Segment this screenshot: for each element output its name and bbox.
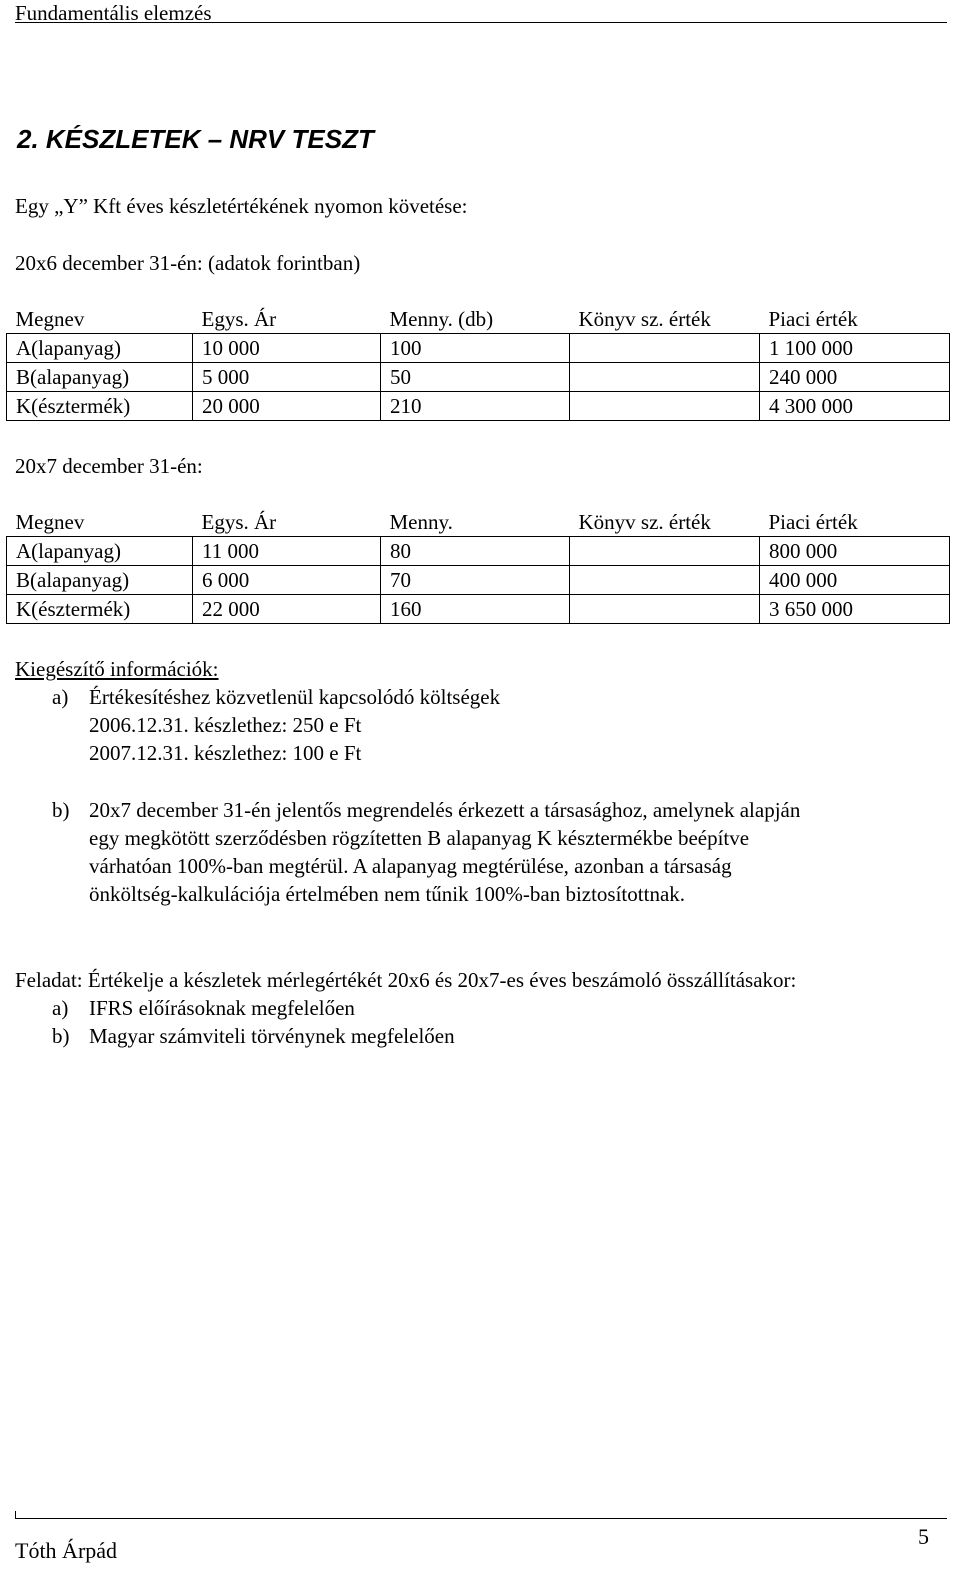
table-row [7,537,950,566]
column-header: Könyv sz. érték [570,305,760,334]
table-cell: 10 000 [193,334,381,363]
table-row [7,363,950,392]
table2-caption: 20x7 december 31-én: [15,454,203,478]
table-cell: 400 000 [760,566,950,595]
column-header: Megnev [7,508,193,537]
table-cell: 210 [381,392,570,421]
list-item-line: 20x7 december 31-én jelentős megrendelés érkezett a társasághoz, amelynek alapján [89,798,801,822]
header-title: Fundamentális elemzés [15,1,212,25]
task-statement [15,967,796,993]
list-item-line: 2006.12.31. készlethez: 250 e Ft [89,713,362,737]
table-cell [570,392,760,421]
header-rule [15,22,947,23]
list-item-line: egy megkötött szerződésben rögzítetten B alapanyag K késztermékbe beépítve [89,826,750,850]
table-cell: 160 [381,595,570,624]
supplementary-item-b [52,796,942,908]
task-list [52,994,932,1050]
table-cell: 70 [381,566,570,595]
table-row [7,566,950,595]
column-header: Menny. [381,508,570,537]
table-cell: 11 000 [193,537,381,566]
column-header: Egys. Ár [193,508,381,537]
task-text: Értékelje a készletek mérlegértékét 20x6 és 20x7-es éves beszámoló összállításakor: [82,968,797,992]
table-cell: 240 000 [760,363,950,392]
column-header: Piaci érték [760,508,950,537]
table-cell: 800 000 [760,537,950,566]
table-row [7,595,950,624]
supplementary-item-a [52,683,932,767]
table-cell: 1 100 000 [760,334,950,363]
inventory-table-20x7 [6,508,950,624]
column-header: Egys. Ár [193,305,381,334]
intro-text: Egy „Y” Kft éves készletértékének nyomon követése: [15,194,468,218]
table-cell [570,537,760,566]
table-header-row [7,508,950,537]
list-item-line: Értékesítéshez közvetlenül kapcsolódó költségek [89,685,501,709]
table-cell: K(észtermék) [7,595,193,624]
table-cell [570,363,760,392]
table-cell: 20 000 [193,392,381,421]
column-header: Könyv sz. érték [570,508,760,537]
table-cell: 4 300 000 [760,392,950,421]
section-heading: 2. KÉSZLETEK – NRV TESZT [17,124,374,154]
table-cell: 6 000 [193,566,381,595]
inventory-table-20x6 [6,305,950,421]
list-marker: a) [52,996,69,1020]
list-item: Magyar számviteli törvénynek megfelelően [89,1024,455,1048]
task-label: Feladat: [15,968,83,992]
table-row [7,334,950,363]
table-cell: B(alapanyag) [7,566,193,595]
list-marker: b) [52,1024,70,1048]
table1-caption: 20x6 december 31-én: (adatok forintban) [15,251,361,275]
table-cell [570,334,760,363]
table-cell: 100 [381,334,570,363]
list-item-line: önköltség-kalkulációja értelmében nem tűnik 100%-ban biztosítottnak. [89,882,686,906]
column-header: Piaci érték [760,305,950,334]
table-cell: A(lapanyag) [7,537,193,566]
table-cell: 50 [381,363,570,392]
column-header: Megnev [7,305,193,334]
table-cell: 80 [381,537,570,566]
list-item-line: 2007.12.31. készlethez: 100 e Ft [89,741,362,765]
list-item-line: várhatóan 100%-ban megtérül. A alapanyag megtérülése, azonban a társaság [89,854,732,878]
footer-rule [15,1518,947,1519]
list-marker: b) [52,798,70,822]
table-cell [570,566,760,595]
table-cell: 5 000 [193,363,381,392]
table-cell [570,595,760,624]
table-header-row [7,305,950,334]
list-item: IFRS előírásoknak megfelelően [89,996,355,1020]
page-number: 5 [918,1524,929,1549]
table-cell: 22 000 [193,595,381,624]
table-cell: K(észtermék) [7,392,193,421]
list-marker: a) [52,685,69,709]
table-row [7,392,950,421]
table-cell: B(alapanyag) [7,363,193,392]
table-cell: 3 650 000 [760,595,950,624]
column-header: Menny. (db) [381,305,570,334]
footer-author: Tóth Árpád [15,1538,118,1563]
supplementary-title: Kiegészítő információk: [15,657,219,681]
table-cell: A(lapanyag) [7,334,193,363]
